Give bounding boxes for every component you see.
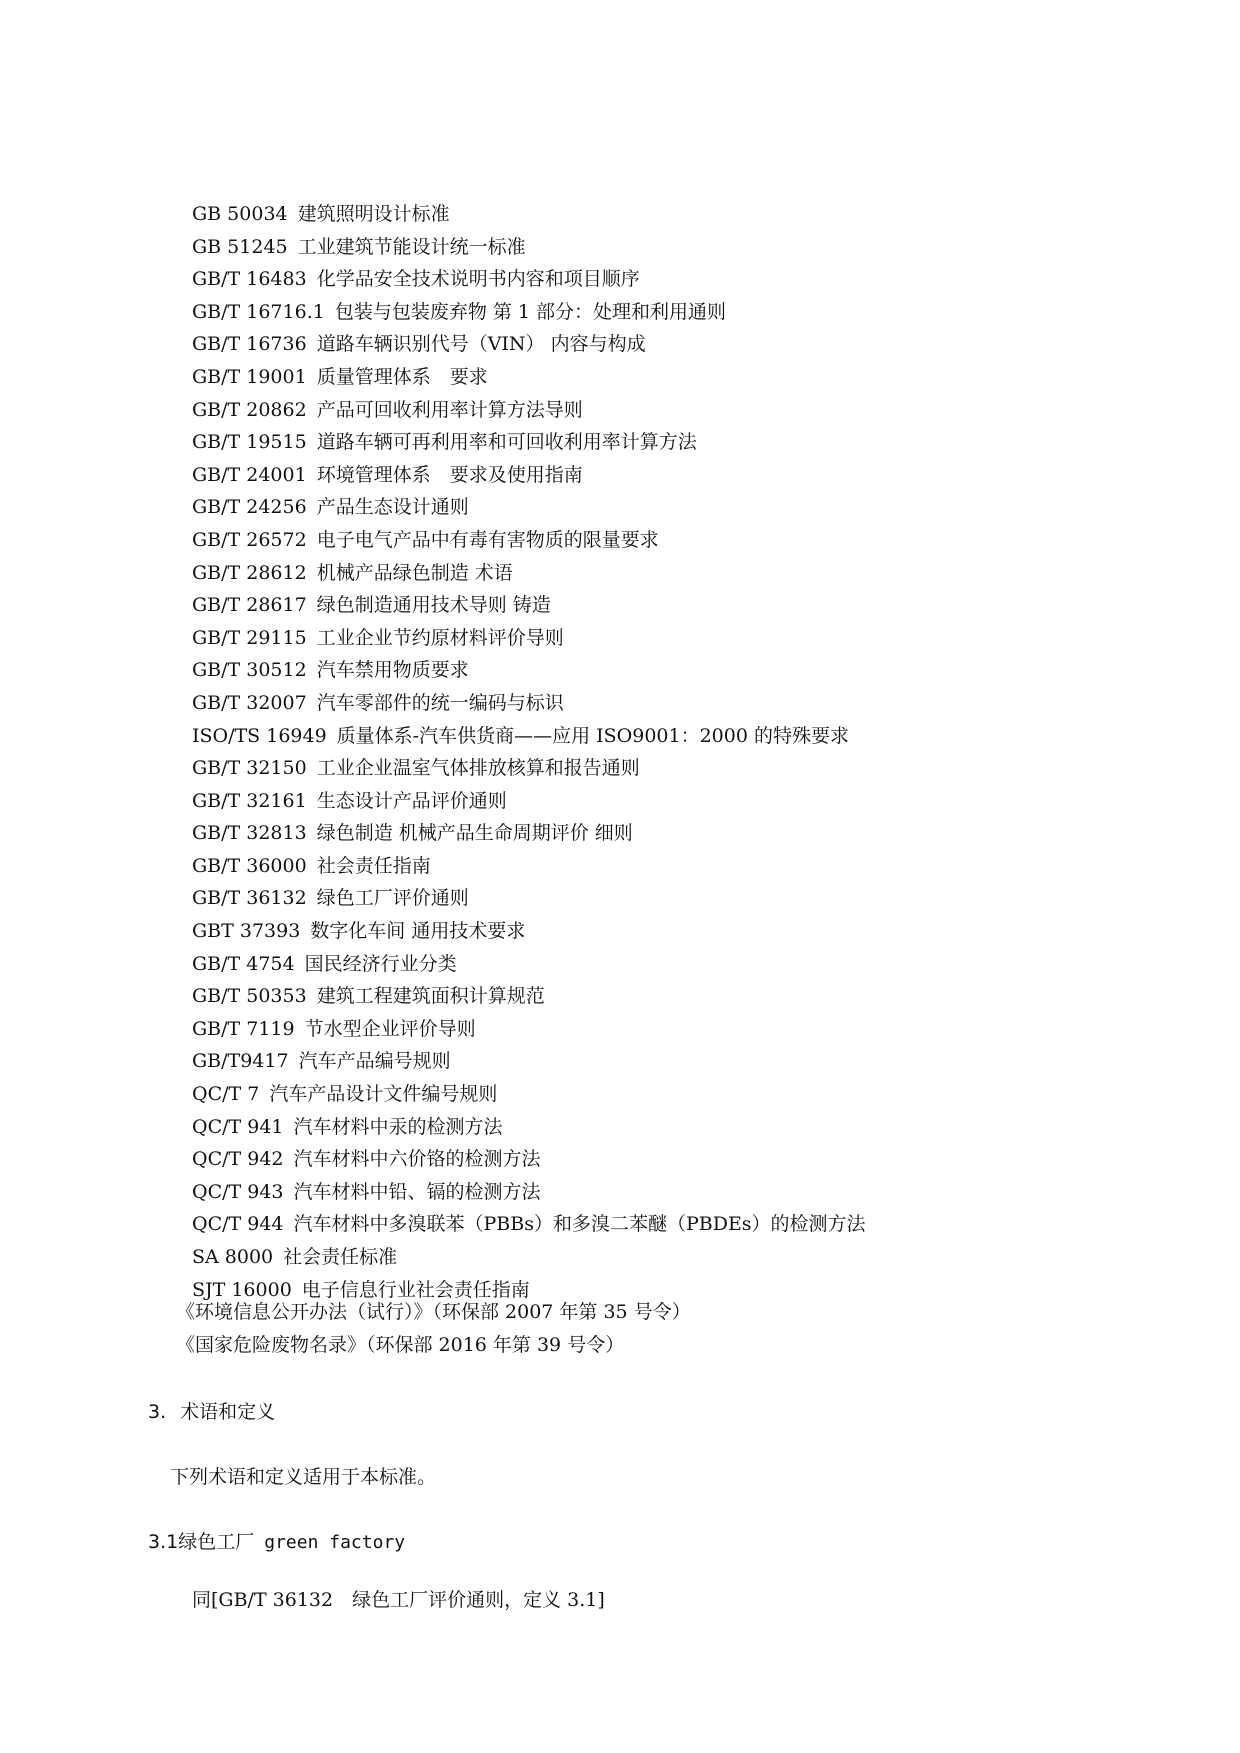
section-number: 3. [148,1401,167,1423]
reference-code: GB/T 30512 [192,659,307,682]
reference-code: QC/T 944 [192,1213,284,1236]
reference-title: 汽车材料中汞的检测方法 [293,1115,503,1138]
reference-title: 道路车辆可再利用率和可回收利用率计算方法 [316,431,697,454]
reference-item [192,426,866,459]
reference-item [192,915,866,948]
reference-title: 道路车辆识别代号（VIN） 内容与构成 [316,333,646,356]
section-heading [148,1398,275,1426]
reference-code: SJT 16000 [192,1278,292,1301]
reference-code: GB/T 32161 [192,789,307,812]
reference-title: 机械产品绿色制造 术语 [316,561,513,584]
regulation-list [176,1296,691,1361]
reference-title: 化学品安全技术说明书内容和项目顺序 [316,268,640,291]
reference-title: 汽车产品设计文件编号规则 [269,1083,498,1106]
reference-code: GB/T 28612 [192,561,307,584]
reference-item [192,850,866,883]
reference-item [192,1176,866,1209]
reference-item [192,785,866,818]
reference-title: 质量管理体系 要求 [316,365,488,388]
reference-item [192,328,866,361]
reference-item [192,361,866,394]
reference-item [192,1013,866,1046]
reference-title: 包装与包装废弃物 第 1 部分：处理和利用通则 [334,300,727,323]
reference-code: QC/T 941 [192,1115,284,1138]
section-title: 术语和定义 [180,1401,276,1423]
term-title: 绿色工厂 [178,1531,255,1553]
reference-item [192,296,866,329]
reference-item [192,1111,866,1144]
reference-code: GB/T 29115 [192,626,307,649]
reference-title: 社会责任标准 [283,1246,398,1268]
reference-title: 电子信息行业社会责任指南 [301,1278,530,1301]
term-heading [148,1528,405,1557]
reference-code: ISO/TS 16949 [192,724,327,747]
reference-title: 工业企业温室气体排放核算和报告通则 [316,757,640,780]
reference-title: 汽车禁用物质要求 [316,659,469,682]
reference-title: 建筑照明设计标准 [297,203,450,225]
reference-item [192,752,866,785]
reference-item [192,882,866,915]
reference-code: QC/T 7 [192,1083,260,1106]
reference-title: 建筑工程建筑面积计算规范 [316,985,545,1008]
reference-code: GB/T 36132 [192,887,307,910]
reference-title: 社会责任指南 [316,854,431,877]
reference-code: GB/T 4754 [192,952,295,975]
reference-code: GB/T 32150 [192,757,307,780]
reference-code: GB/T 20862 [192,398,307,421]
reference-title: 汽车材料中多溴联苯（PBBs）和多溴二苯醚（PBDEs）的检测方法 [293,1213,866,1236]
reference-code: GBT 37393 [192,920,301,943]
reference-item [192,524,866,557]
reference-code: GB/T 32007 [192,691,307,714]
reference-item [192,263,866,296]
reference-title: 绿色制造 机械产品生命周期评价 细则 [316,822,633,845]
reference-item [192,231,866,264]
reference-item [192,459,866,492]
reference-code: GB/T 7119 [192,1017,295,1040]
reference-item [192,557,866,590]
reference-code: GB/T 50353 [192,985,307,1008]
reference-title: 电子电气产品中有毒有害物质的限量要求 [316,528,659,551]
reference-item [192,198,866,231]
reference-item [192,980,866,1013]
reference-code: GB/T 24001 [192,463,307,486]
term-title-english: green factory [264,1532,406,1553]
reference-title: 环境管理体系 要求及使用指南 [316,463,583,486]
reference-code: SA 8000 [192,1246,274,1268]
reference-title: 汽车零部件的统一编码与标识 [316,691,564,714]
reference-title: 汽车产品编号规则 [298,1050,451,1073]
reference-code: GB 51245 [192,235,288,258]
reference-title: 产品可回收利用率计算方法导则 [316,398,583,421]
reference-item [192,589,866,622]
reference-code: GB/T 24256 [192,496,307,519]
reference-title: 数字化车间 通用技术要求 [310,920,526,943]
reference-item [192,1208,866,1241]
reference-code: GB 50034 [192,203,288,225]
regulation-item: 《国家危险废物名录》（环保部 2016 年第 39 号令） [176,1333,625,1356]
reference-code: GB/T 16716.1 [192,300,325,323]
term-definition: 同[GB/T 36132 绿色工厂评价通则，定义 3.1] [192,1589,605,1611]
section-intro: 下列术语和定义适用于本标准。 [170,1466,437,1488]
reference-item [192,1078,866,1111]
reference-item [192,622,866,655]
reference-code: GB/T 19001 [192,365,307,388]
reference-title: 产品生态设计通则 [316,496,469,519]
reference-title: 质量体系-汽车供货商——应用 ISO9001：2000 的特殊要求 [336,724,849,747]
reference-code: GB/T 28617 [192,594,307,617]
reference-item [192,1045,866,1078]
reference-item [192,1241,866,1274]
reference-code: GB/T 16736 [192,333,307,356]
reference-code: QC/T 943 [192,1180,284,1203]
reference-code: GB/T 16483 [192,268,307,291]
term-number: 3.1 [148,1531,179,1553]
reference-code: GB/T9417 [192,1050,289,1073]
reference-code: GB/T 32813 [192,822,307,845]
reference-code: GB/T 36000 [192,854,307,877]
regulation-item: 《环境信息公开办法（试行）》（环保部 2007 年第 35 号令） [176,1301,691,1323]
reference-title: 节水型企业评价导则 [304,1017,476,1040]
reference-title: 工业企业节约原材料评价导则 [316,626,564,649]
reference-item [192,687,866,720]
reference-item [192,817,866,850]
normative-reference-list [192,198,866,1306]
reference-item [192,948,866,981]
reference-title: 绿色工厂评价通则 [316,887,469,910]
reference-item [192,654,866,687]
reference-title: 绿色制造通用技术导则 铸造 [316,594,551,617]
reference-title: 工业建筑节能设计统一标准 [297,235,526,258]
reference-item [192,1143,866,1176]
reference-title: 国民经济行业分类 [304,952,457,975]
reference-title: 生态设计产品评价通则 [316,789,507,812]
reference-code: GB/T 26572 [192,528,307,551]
reference-code: QC/T 942 [192,1148,284,1171]
reference-title: 汽车材料中铅、镉的检测方法 [293,1180,541,1203]
reference-item [192,720,866,753]
reference-code: GB/T 19515 [192,431,307,454]
reference-title: 汽车材料中六价铬的检测方法 [293,1148,541,1171]
reference-item [192,394,866,427]
reference-item [192,491,866,524]
